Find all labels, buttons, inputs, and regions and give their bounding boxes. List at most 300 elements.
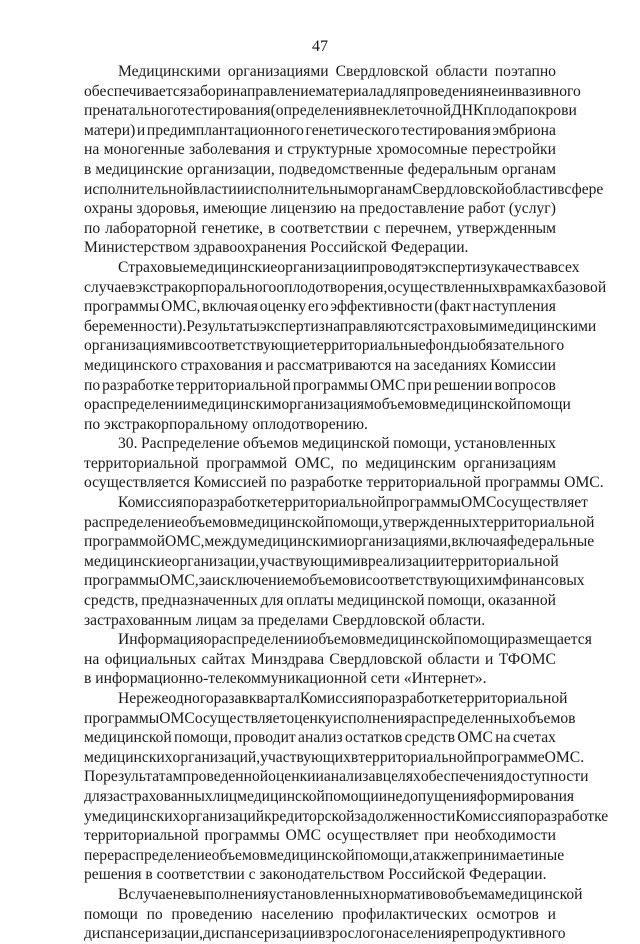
word: и (274, 141, 283, 159)
text-line (84, 591, 556, 611)
word: лицензию (270, 200, 337, 218)
word: перестройки (471, 141, 556, 159)
word: Свердловской (412, 180, 505, 198)
word: случае (128, 885, 173, 903)
word: программе (472, 748, 545, 766)
word: раза (213, 690, 242, 707)
word: и (223, 82, 232, 100)
word: организациями (227, 63, 329, 80)
word: исключением (211, 572, 302, 590)
word: диспансеризации, (84, 925, 204, 943)
word: оценку (286, 709, 333, 727)
word: и (136, 121, 146, 139)
page-number: 47 (312, 38, 328, 55)
word: неинвазивного (482, 82, 581, 100)
word: за (198, 572, 212, 590)
word: помощи, (427, 592, 486, 610)
word: оплодотворения, (276, 278, 388, 296)
word: сайтах (201, 650, 246, 668)
word: всех (550, 258, 580, 276)
text-line (84, 709, 576, 729)
word: качества (494, 258, 551, 276)
word: ОМС, (294, 454, 335, 472)
word: по (521, 102, 538, 120)
word: лабораторной (105, 219, 197, 237)
word: помощи, (393, 435, 451, 453)
word: медицинскими (497, 317, 597, 335)
word: тестирования (180, 102, 271, 120)
word: по (182, 494, 199, 512)
word: органам (501, 160, 556, 178)
word: внеклеточной (359, 102, 452, 120)
word: области (504, 180, 558, 198)
word: необходимости (454, 827, 556, 845)
word: помощи, (324, 513, 383, 531)
word: Минздрава (250, 650, 325, 668)
word: и (315, 768, 324, 786)
text-line (84, 199, 556, 219)
word: соответствии (280, 219, 369, 237)
word: территориальной (479, 513, 595, 531)
word: осмотров (476, 905, 539, 923)
word: оказанной (487, 592, 556, 610)
word: вопросов (494, 376, 556, 394)
word: анализ (298, 729, 343, 747)
word: Комиссия (118, 494, 183, 512)
word: а (412, 846, 420, 864)
word: предимплантационного (146, 121, 304, 139)
word: медицинской (429, 396, 518, 414)
word: наступления (472, 298, 556, 316)
word: населению (261, 905, 334, 923)
word: рассматриваются (276, 356, 392, 374)
word: обеспечения (420, 768, 505, 786)
text-line (84, 101, 577, 121)
word: подведомственные (278, 160, 404, 178)
text-line (84, 82, 581, 102)
word: проведения (406, 82, 483, 100)
text-line (84, 571, 585, 591)
word: в (350, 748, 359, 766)
word: официальных (104, 650, 197, 668)
word: соответствующих (365, 572, 484, 590)
word: населения (383, 925, 452, 943)
text-line (84, 219, 556, 239)
word: на (340, 200, 356, 218)
word: целях (382, 768, 421, 786)
word: для (260, 592, 284, 610)
word: объема (447, 885, 495, 903)
word: формирования (476, 787, 575, 805)
word: организации, (171, 552, 260, 570)
word: осуществляет (496, 494, 588, 512)
word: также (419, 846, 459, 864)
word: реализации (367, 552, 445, 570)
word: Комиссии (490, 356, 556, 374)
word: фонды (425, 337, 471, 355)
word: разработке (536, 807, 609, 825)
word: программы (84, 709, 160, 727)
word: территориальные (309, 337, 426, 355)
word: предназначенных (141, 592, 258, 610)
word: ОМС (285, 827, 322, 845)
word: организациям (463, 454, 556, 472)
word: остатков (344, 729, 403, 747)
word: при (424, 827, 449, 845)
word: территориальной (358, 748, 473, 766)
word: разработке (102, 376, 175, 394)
word: медицинской (84, 729, 172, 747)
word: размещается (507, 631, 592, 649)
word: программы (84, 298, 160, 316)
paragraph-first-line (84, 258, 580, 278)
word: 30. (118, 435, 138, 453)
word: проводит (234, 729, 296, 747)
word: осуществленных (387, 278, 501, 296)
word: случаев (84, 278, 136, 296)
word: ОМС, (161, 298, 201, 316)
text-line (84, 807, 609, 827)
word: средств, (84, 592, 139, 610)
word: территориальной (452, 690, 568, 707)
word: организации, (187, 160, 275, 178)
word: о (84, 396, 92, 414)
word: организациями (84, 337, 185, 355)
text-line: решения в соответствии с законодательством Российской Федерации. (84, 866, 547, 884)
word: федеральные (507, 533, 595, 551)
word: недопущения (387, 787, 477, 805)
word: медицинские (84, 552, 172, 570)
text-line (84, 748, 585, 768)
text-line (84, 297, 556, 317)
word: направляются (324, 317, 418, 335)
word: Страховые (118, 258, 190, 276)
text-line (84, 924, 566, 944)
word: распределенных (411, 709, 521, 727)
word: структурные (287, 141, 372, 159)
word: одного (168, 690, 214, 707)
word: организациями, (346, 533, 452, 551)
word: в (184, 337, 193, 355)
word: медицинских (91, 807, 181, 825)
word: проведенной (182, 768, 269, 786)
word: предоставление (359, 200, 465, 218)
word: анализа (323, 768, 376, 786)
word: Не (118, 690, 137, 707)
word: ОМС, (164, 533, 205, 551)
word: и (485, 650, 494, 668)
paragraph-first-line (84, 434, 556, 454)
word: матери) (84, 121, 136, 139)
word: распределение (84, 513, 182, 531)
word: разработке (380, 690, 453, 707)
word: в (360, 552, 368, 570)
word: обеспечивается (84, 82, 187, 100)
word: программой (206, 454, 288, 472)
word: охраны (84, 200, 133, 218)
word: осуществляет (194, 709, 287, 727)
word: области (435, 63, 488, 80)
word: помощи (453, 631, 508, 649)
word: заболевания (188, 141, 271, 159)
word: в (241, 690, 249, 707)
word: медицинским (365, 454, 456, 472)
word: проводят (361, 258, 422, 276)
word: и (265, 356, 274, 374)
text-line (84, 180, 604, 200)
word: в (500, 278, 508, 296)
word: направление (231, 82, 316, 100)
text-line (84, 650, 556, 670)
word: о (203, 631, 212, 649)
word: задолженности (354, 807, 456, 825)
word: участвующими (259, 552, 361, 570)
word: исполнительным (245, 180, 359, 198)
text-line (84, 376, 556, 396)
word: в (375, 768, 383, 786)
word: помощи (324, 787, 379, 805)
word: Комиссия (455, 807, 521, 825)
word: организаций, (172, 748, 261, 766)
word: организации (277, 258, 362, 276)
word: Свердловской (329, 650, 423, 668)
word: перераспределение (84, 846, 212, 864)
word: экспертизу (421, 258, 494, 276)
word: результатам (103, 768, 183, 786)
word: программы (204, 827, 280, 845)
word: объемов (373, 396, 430, 414)
word: объемов (301, 572, 358, 590)
word: (услуг) (508, 200, 556, 218)
word: по (520, 807, 537, 825)
word: объемов (181, 513, 238, 531)
word: медицинского (84, 356, 178, 374)
text-line (84, 826, 556, 846)
word: реже (136, 690, 169, 707)
word: медицинских (84, 748, 173, 766)
word: По (84, 768, 104, 786)
word: работ (468, 200, 506, 218)
word: принимает (458, 846, 531, 864)
word: и (547, 905, 556, 923)
word: медицинским (190, 396, 282, 414)
paragraph-first-line (84, 62, 556, 82)
word: страхования (180, 356, 263, 374)
word: крови (537, 102, 577, 120)
text-line (84, 317, 597, 337)
word: с (373, 219, 381, 237)
word: медицинской (267, 846, 355, 864)
text-line (84, 728, 556, 748)
word: по (84, 376, 101, 394)
word: программой (84, 533, 165, 551)
word: оплаты (286, 592, 335, 610)
word: экстракорпорального (135, 278, 277, 296)
word: медицинской (237, 787, 325, 805)
word: сфере (564, 180, 604, 198)
word: разработке (198, 494, 271, 512)
word: помощи, (174, 729, 232, 747)
paragraph-first-line (84, 689, 568, 709)
word: утвержденных (382, 513, 480, 531)
word: территориальной (444, 552, 559, 570)
word: ОМС (159, 709, 195, 727)
text-line (84, 395, 571, 415)
text-line: Министерством здравоохранения Российской Федерации. (84, 239, 469, 257)
word: доступности (504, 768, 589, 786)
word: программы (385, 494, 461, 512)
text-line (84, 846, 565, 866)
word: ОМС, (159, 572, 199, 590)
word: установленных (268, 885, 371, 903)
word: имеющие (202, 200, 267, 218)
word: территориальной (176, 376, 291, 394)
word: территориальной (84, 827, 199, 845)
word: организаций (180, 807, 265, 825)
text-line (84, 356, 556, 376)
word: медицинской (237, 513, 325, 531)
word: страховыми (417, 317, 498, 335)
word: генетике, (201, 219, 264, 237)
word: (факт (434, 298, 471, 316)
word: медицинской (336, 592, 425, 610)
text-line (84, 336, 565, 356)
text-line (84, 454, 556, 474)
word: исполнения (332, 709, 412, 727)
word: ДНК (451, 102, 484, 120)
text-line (84, 278, 607, 298)
word: его (307, 298, 329, 316)
word: ОМС (369, 376, 406, 394)
word: между (204, 533, 248, 551)
word: Распределение (140, 435, 240, 453)
word: на (394, 356, 411, 374)
word: помощи, (354, 846, 413, 864)
word: по (364, 690, 381, 707)
word: участвующих (260, 748, 351, 766)
word: забор (186, 82, 224, 100)
word: осуществляет (326, 827, 419, 845)
word: распределении (211, 631, 311, 649)
word: при (407, 376, 432, 394)
word: организациям (281, 396, 374, 414)
word: оценки (268, 768, 316, 786)
word: федеральным (407, 160, 498, 178)
word: и (357, 572, 366, 590)
word: по (84, 219, 101, 237)
word: Результаты (186, 317, 260, 335)
word: застрахованных (106, 787, 213, 805)
word: и (378, 787, 388, 805)
document-body (84, 62, 609, 944)
word: им (483, 572, 503, 590)
word: медицинские (95, 160, 184, 178)
text-line (84, 160, 556, 180)
word: власти (192, 180, 237, 198)
word: программы (84, 572, 160, 590)
word: объемов (211, 846, 268, 864)
word: на (84, 141, 100, 159)
word: профилактических (342, 905, 468, 923)
word: базовой (554, 278, 607, 296)
word: распределении (91, 396, 191, 414)
word: нормативов (370, 885, 448, 903)
word: оценку (259, 298, 307, 316)
word: объемов (310, 631, 366, 649)
word: рамках (507, 278, 555, 296)
word: медицинской (494, 885, 583, 903)
word: эффективности (330, 298, 433, 316)
word: моногенные (103, 141, 185, 159)
word: утвержденным (456, 219, 556, 237)
word: средств (404, 729, 456, 747)
word: включая (451, 533, 508, 551)
word: ОМС. (544, 748, 585, 766)
word: объемов (243, 435, 299, 453)
paragraph-first-line (84, 885, 583, 905)
word: беременности). (84, 317, 187, 335)
word: и (236, 180, 246, 198)
text-line: застрахованным лицам за пределами Свердловской области. (84, 611, 486, 629)
word: квартал (248, 690, 300, 707)
word: на (84, 650, 100, 668)
text-line (84, 121, 556, 141)
word: ТФОМС (498, 650, 556, 668)
text-line (84, 767, 589, 787)
word: в (268, 219, 276, 237)
text-line (84, 532, 595, 552)
word: для (84, 787, 107, 805)
word: иные (530, 846, 565, 864)
word: в (84, 160, 92, 178)
word: территориальной (270, 494, 386, 512)
text-line: в информационно-телекоммуникационной сети «Интернет». (84, 670, 487, 688)
word: установленных (454, 435, 556, 453)
word: органам (358, 180, 413, 198)
word: хромосомные (376, 141, 468, 159)
word: тестирования (401, 121, 491, 139)
word: проведению (171, 905, 253, 923)
word: медицинской (301, 435, 390, 453)
word: материала (315, 82, 384, 100)
text-line: по экстракорпоральному оплодотворению. (84, 415, 368, 433)
word: взрослого (318, 925, 384, 943)
word: обязательного (470, 337, 565, 355)
word: В (118, 885, 129, 903)
paragraph-first-line (84, 630, 592, 650)
text-line (84, 787, 575, 807)
word: включая (202, 298, 258, 316)
word: для (383, 82, 407, 100)
word: объемов (520, 709, 576, 727)
word: Медицинскими (118, 63, 221, 80)
word: пренатального (84, 102, 181, 120)
word: медицинские (189, 258, 278, 276)
word: эмбриона (492, 121, 556, 139)
word: экспертиз (259, 317, 325, 335)
word: невыполнения (172, 885, 269, 903)
word: ОМС (460, 494, 497, 512)
word: Информация (118, 631, 204, 649)
word: диспансеризации (203, 925, 319, 943)
text-line (84, 140, 556, 160)
text-line (84, 513, 595, 533)
word: решении (433, 376, 493, 394)
word: у (84, 807, 92, 825)
word: плода (483, 102, 522, 120)
word: репродуктивного (451, 925, 566, 943)
word: генетического (305, 121, 400, 139)
